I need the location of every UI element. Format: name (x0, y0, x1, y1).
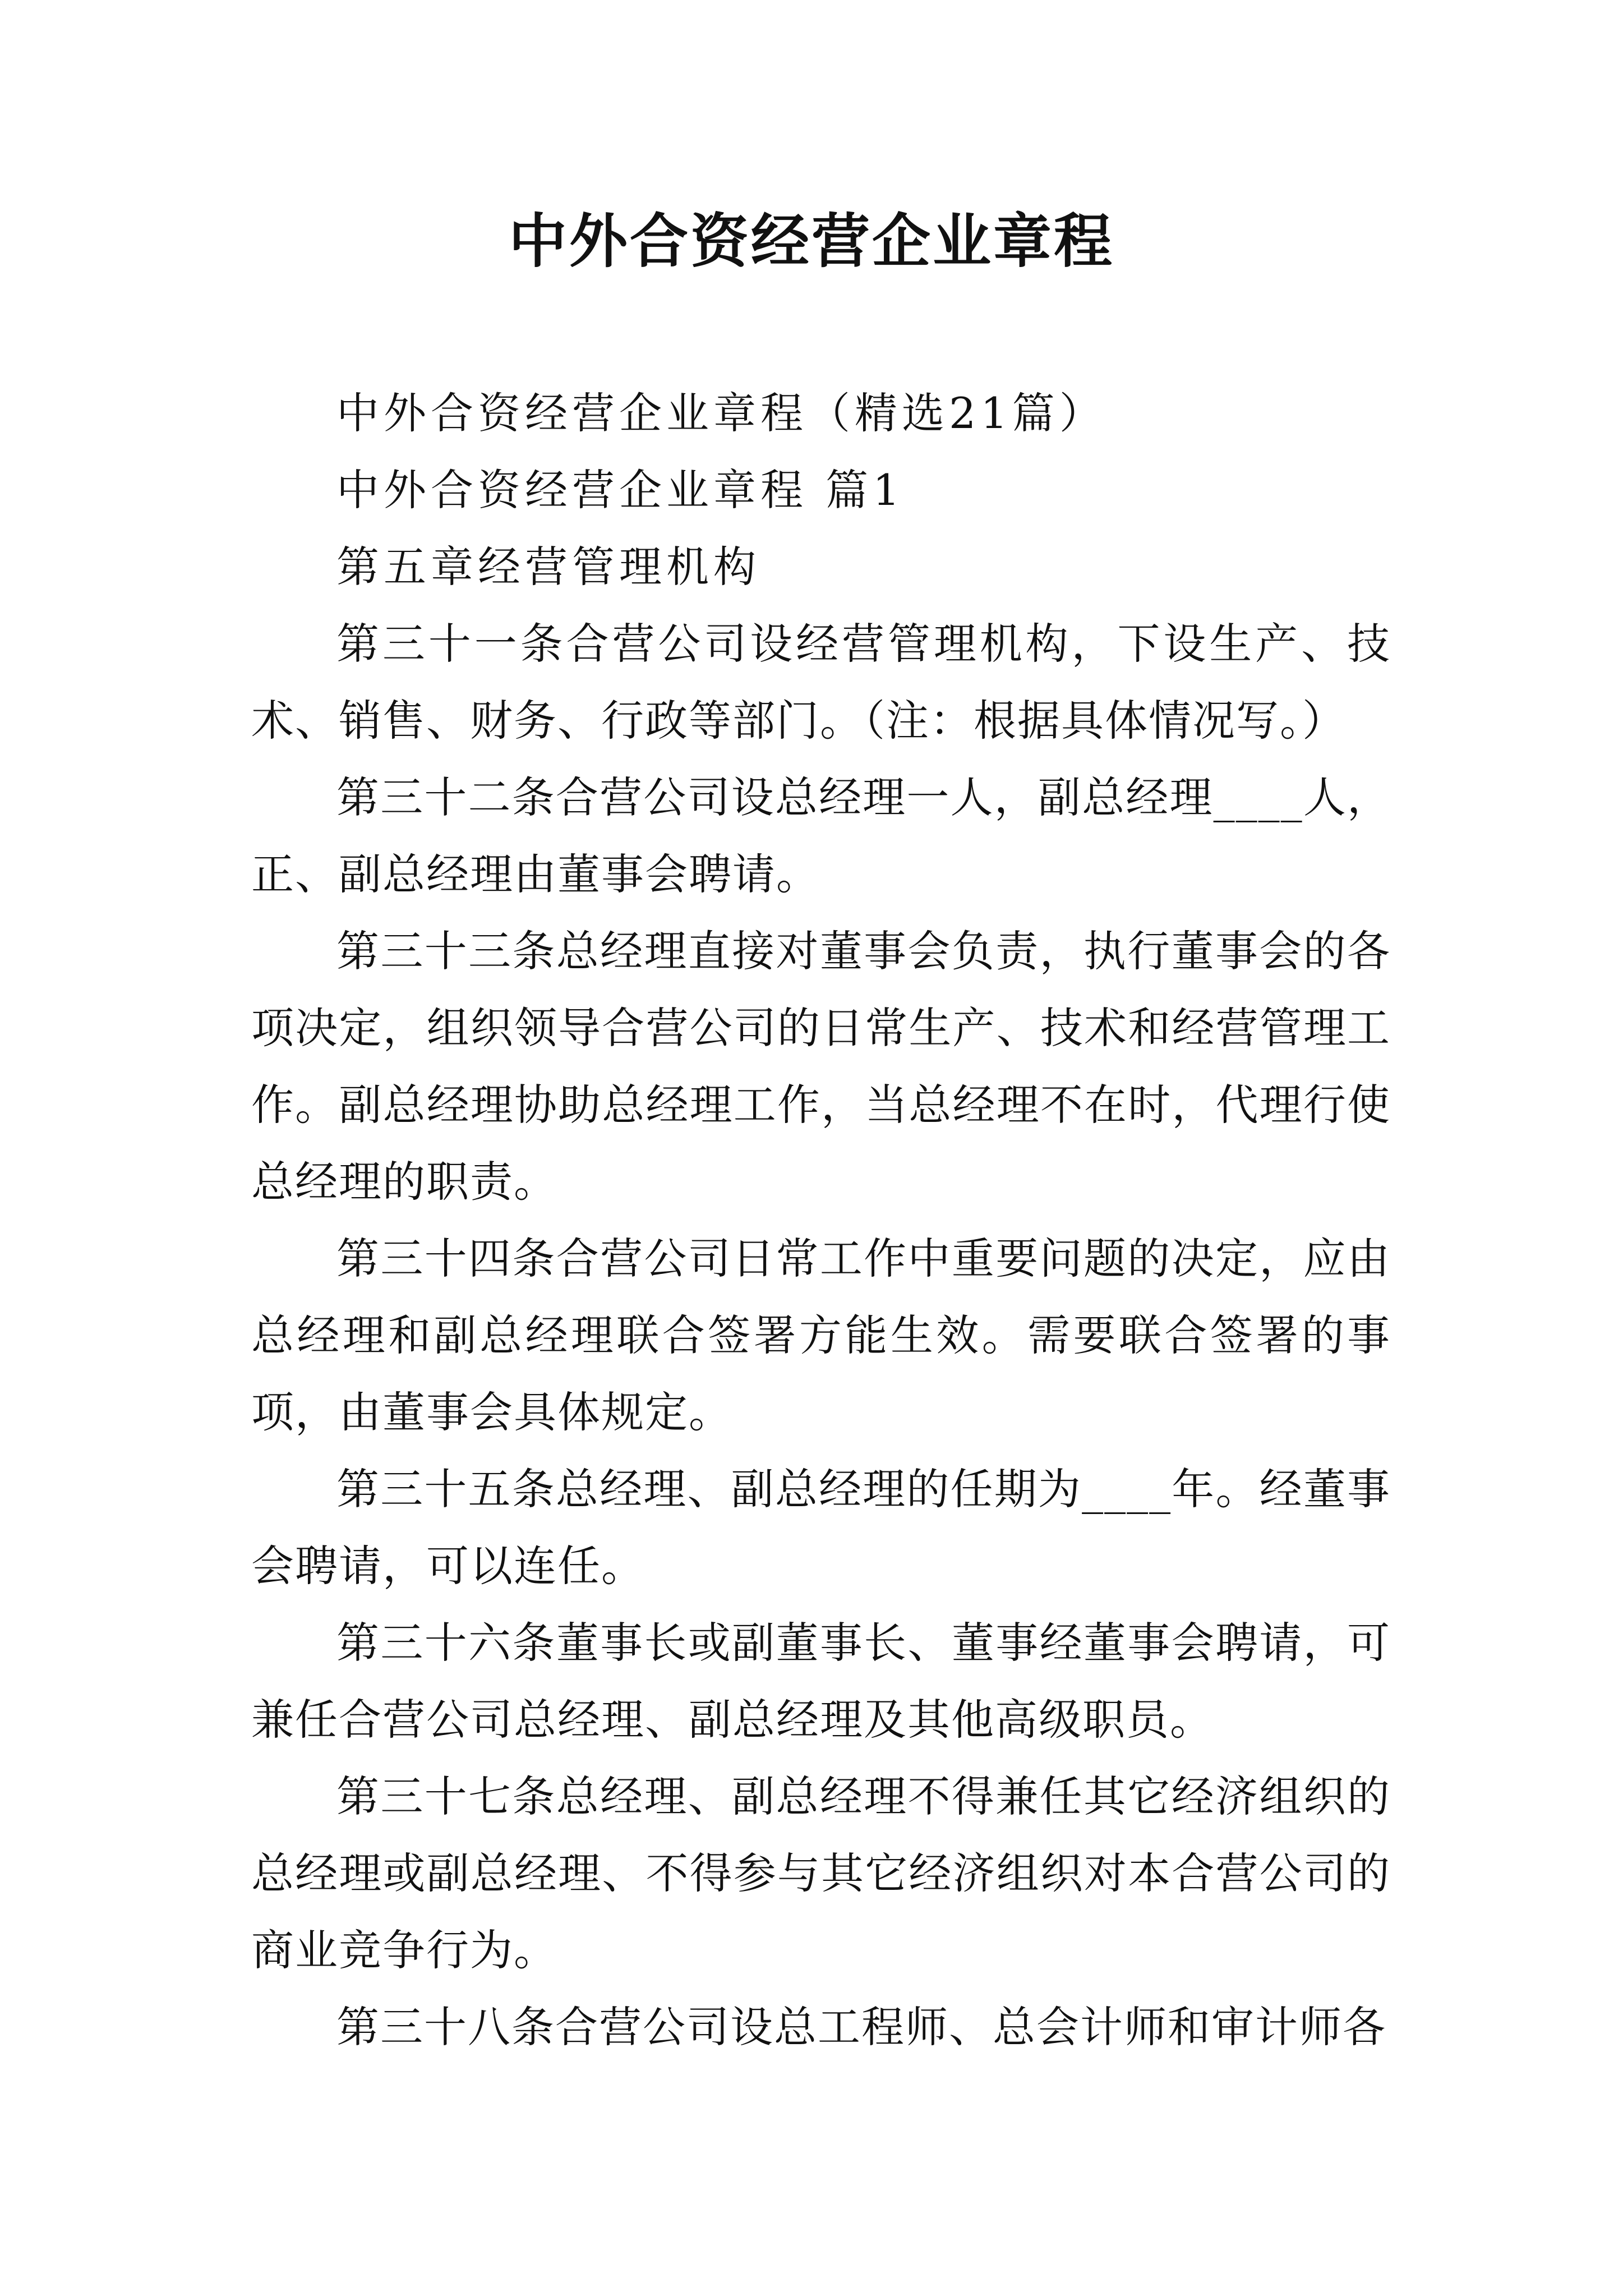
article-34: 第三十四条合营公司日常工作中重要问题的决定，应由总经理和副总经理联合签署方能生效。需要联合签署的事项，由董事会具体规定。 (251, 1234, 1391, 1437)
article-36: 第三十六条董事长或副董事长、董事经董事会聘请，可兼任合营公司总经理、副总经理及其他高级职员。 (251, 1618, 1391, 1745)
article-33: 第三十三条总经理直接对董事会负责，执行董事会的各项决定，组织领导合营公司的日常生产、技术和经营管理工作。副总经理协助总经理工作，当总经理不在时，代理行使总经理的职责。 (251, 926, 1391, 1207)
article-35: 第三十五条总经理、副总经理的任期为____年。经董事会聘请，可以连任。 (251, 1464, 1391, 1591)
article-37: 第三十七条总经理、副总经理不得兼任其它经济组织的总经理或副总经理、不得参与其它经济组织对本合营公司的商业竞争行为。 (251, 1772, 1391, 1975)
article-32: 第三十二条合营公司设总经理一人，副总经理____人，正、副总经理由董事会聘请。 (251, 772, 1391, 899)
article-31: 第三十一条合营公司设经营管理机构，下设生产、技术、销售、财务、行政等部门。（注：根据具体情况写。） (251, 619, 1391, 746)
section-heading: 中外合资经营企业章程 篇1 (336, 465, 905, 515)
article-38: 第三十八条合营公司设总工程师、总会计师和审计师各 (336, 2002, 1386, 2052)
document-title: 中外合资经营企业章程 (508, 206, 1114, 275)
document-body (251, 375, 1391, 2065)
chapter-heading: 第五章经营管理机构 (336, 542, 760, 592)
document-subtitle: 中外合资经营企业章程（精选21篇） (336, 388, 1106, 438)
